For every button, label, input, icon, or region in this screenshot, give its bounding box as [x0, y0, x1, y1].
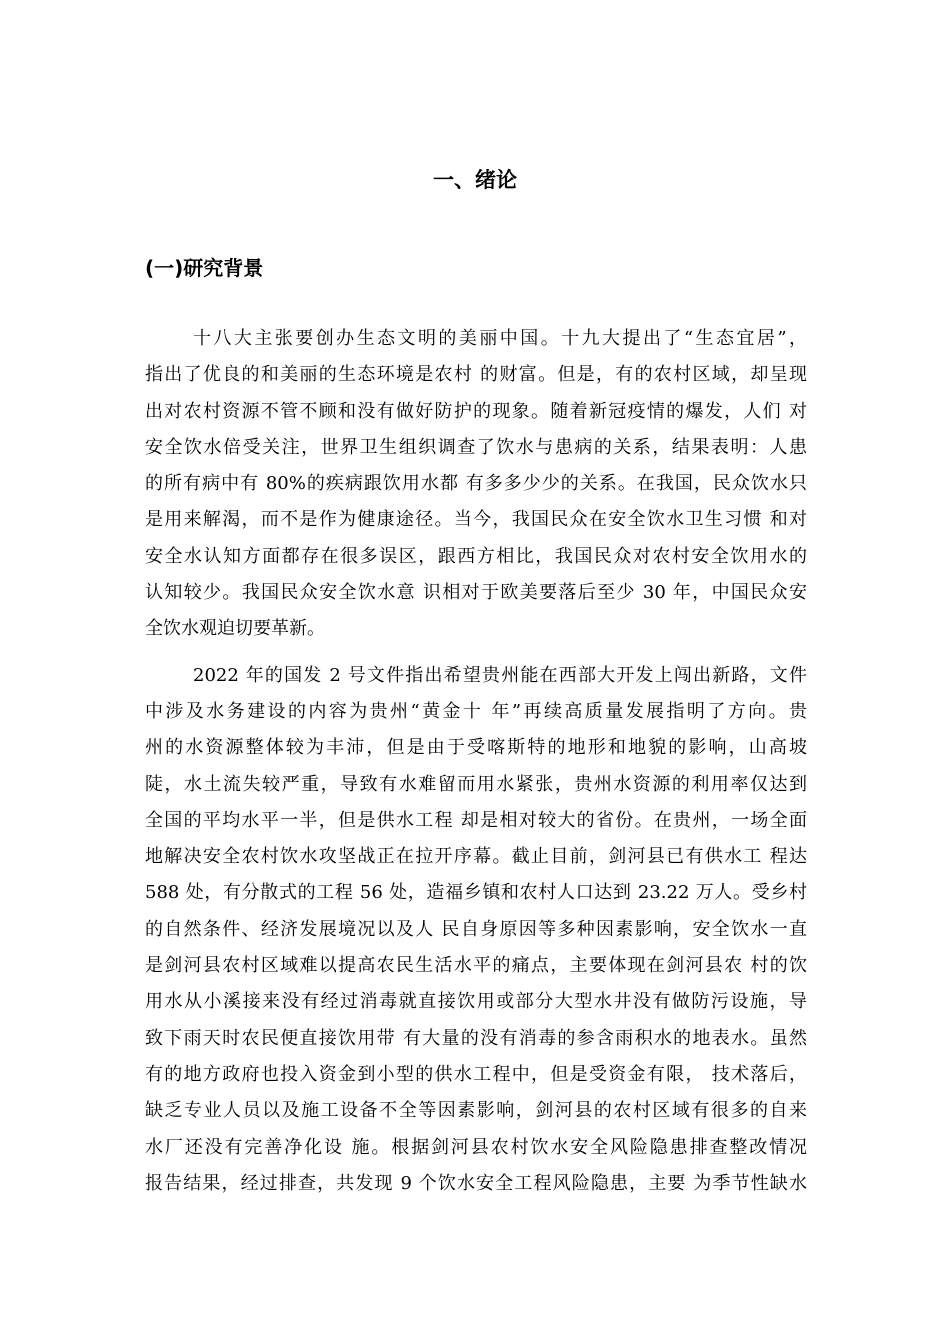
paragraph-line: 全饮水观迫切要革新。	[145, 618, 325, 640]
paragraph-line: 州的水资源整体较为丰沛，但是由于受喀斯特的地形和地貌的影响，山高坡	[145, 737, 807, 759]
paragraph-line: 认知较少。我国民众安全饮水意 识相对于欧美要落后至少 30 年，中国民众安	[145, 582, 807, 604]
paragraph-line: 安全水认知方面都存在很多误区，跟西方相比，我国民众对农村安全饮用水的	[145, 545, 807, 567]
paragraph-line: 的自然条件、经济发展境况以及人 民自身原因等多种因素影响，安全饮水一直	[145, 918, 807, 940]
paragraph-line: 588 处，有分散式的工程 56 处，造福乡镇和农村人口达到 23.22 万人。受乡村	[145, 882, 807, 904]
paragraph-line: 的所有病中有 80%的疾病跟饮用水都 有多多少少的关系。在我国，民众饮水只	[145, 473, 807, 495]
paragraph-line: 致下雨天时农民便直接饮用带 有大量的没有消毒的参含雨积水的地表水。虽然	[145, 1027, 807, 1049]
paragraph-line: 是剑河县农村区域难以提高农民生活水平的痛点，主要体现在剑河县农 村的饮	[145, 955, 807, 977]
paragraph-line: 水厂还没有完善净化设 施。根据剑河县农村饮水安全风险隐患排查整改情况	[145, 1136, 807, 1158]
paragraph-line: 十八大主张要创办生态文明的美丽中国。十九大提出了“生态宜居”，	[193, 328, 807, 349]
paragraph-line: 指出了优良的和美丽的生态环境是农村 的财富。但是，有的农村区域，却呈现	[145, 364, 807, 386]
paragraph-2	[145, 658, 807, 1202]
paragraph-line: 是用来解渴，而不是作为健康途径。当今，我国民众在安全饮水卫生习惯 和对	[145, 509, 807, 531]
paragraph-line: 缺乏专业人员以及施工设备不全等因素影响，剑河县的农村区域有很多的自来	[145, 1100, 807, 1122]
body-text	[145, 321, 807, 1212]
paragraph-line: 陡，水土流失较严重，导致有水难留而用水紧张，贵州水资源的利用率仅达到	[145, 773, 807, 795]
paragraph-1	[145, 321, 807, 648]
chapter-title: 一、绪论	[433, 168, 517, 192]
paragraph-line: 用水从小溪接来没有经过消毒就直接饮用或部分大型水井没有做防污设施，导	[145, 991, 807, 1013]
paragraph-line: 地解决安全农村饮水攻坚战正在拉开序幕。截止目前，剑河县已有供水工 程达	[145, 846, 807, 868]
paragraph-line: 2022 年的国发 2 号文件指出希望贵州能在西部大开发上闯出新路，文件	[193, 664, 807, 686]
paragraph-line: 安全饮水倍受关注，世界卫生组织调查了饮水与患病的关系，结果表明：人患	[145, 436, 807, 458]
paragraph-line: 中涉及水务建设的内容为贵州“黄金十 年”再续高质量发展指明了方向。贵	[145, 700, 807, 722]
paragraph-line: 全国的平均水平一半，但是供水工程 却是相对较大的省份。在贵州，一场全面	[145, 809, 807, 831]
paragraph-line: 报告结果，经过排查，共发现 9 个饮水安全工程风险隐患，主要 为季节性缺水	[145, 1172, 807, 1194]
paragraph-line: 出对农村资源不管不顾和没有做好防护的现象。随着新冠疫情的爆发，人们 对	[145, 400, 807, 422]
section-title: (一)研究背景	[145, 256, 264, 280]
paragraph-line: 有的地方政府也投入资金到小型的供水工程中，但是受资金有限， 技术落后，	[145, 1063, 807, 1085]
